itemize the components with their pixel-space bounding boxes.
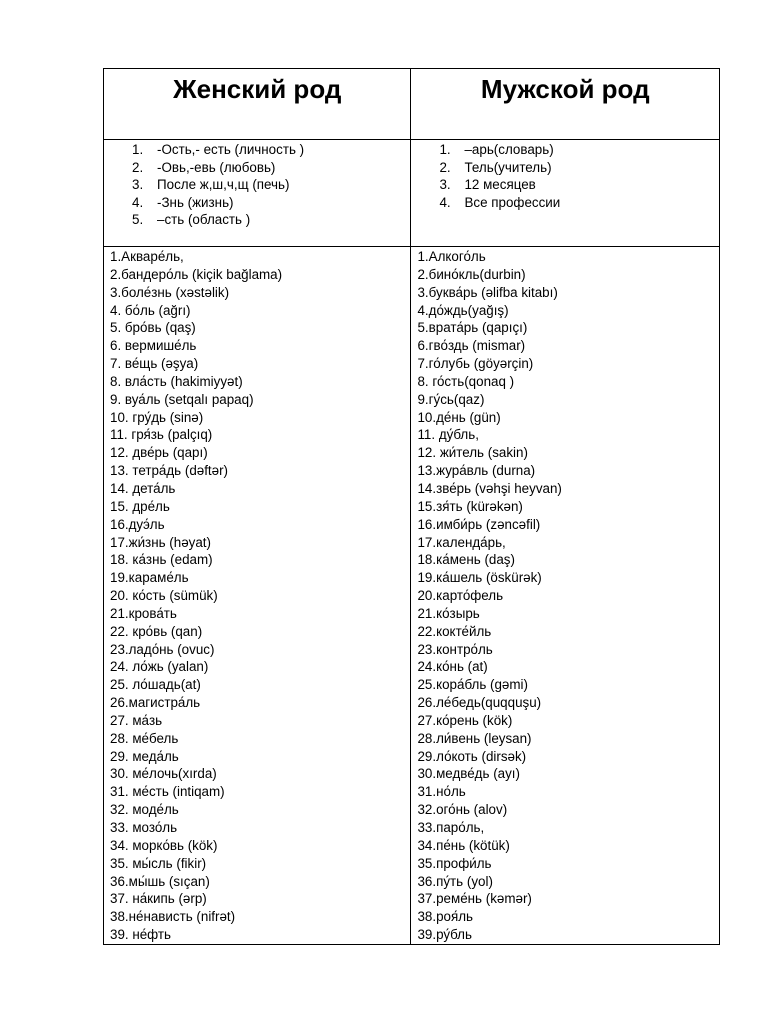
word-item: 4.до́ждь(yağış): [417, 302, 509, 318]
rule-number: 2.: [439, 159, 451, 175]
feminine-rules-cell: [104, 140, 411, 247]
word-item: 17.календа́рь,: [417, 534, 506, 550]
rule-item: [411, 141, 719, 159]
word-item: 37.реме́нь (kəmər): [417, 891, 532, 907]
word-item: 7. ве́щь (əşya): [110, 356, 199, 372]
rule-item: [104, 141, 410, 159]
word-item: 25. ло́шадь(at): [110, 677, 201, 693]
word-item: 11. гря́зь (palçıq): [110, 427, 213, 443]
word-item: 1.Акваре́ль,: [110, 249, 184, 264]
rule-number: 3.: [439, 177, 451, 193]
word-item: 15. дре́ль: [110, 498, 170, 514]
rule-item: [411, 159, 719, 177]
word-item: 34. морко́вь (kök): [110, 837, 218, 853]
word-item: 2.бино́кль(durbin): [417, 266, 526, 282]
rules-row: [104, 140, 720, 247]
gender-table: [103, 68, 720, 945]
word-item: 10. гру́дь (sinə): [110, 409, 204, 425]
word-item: 29. меда́ль: [110, 748, 179, 764]
word-item: 21.крова́ть: [110, 605, 177, 621]
word-item: 31. ме́сть (intiqam): [110, 784, 225, 800]
header-row: [104, 69, 720, 140]
word-item: 32. моде́ль: [110, 802, 179, 818]
rule-text: После ж,ш,ч,щ (печь): [157, 177, 290, 193]
word-item: 34.пе́нь (kötük): [417, 837, 510, 853]
word-item: 28.ли́вень (leysan): [417, 730, 532, 746]
word-item: 9. вуа́ль (setqalı papaq): [110, 391, 254, 407]
word-item: 14. дета́ль: [110, 480, 176, 496]
masculine-rules-list: [411, 140, 719, 211]
word-item: 8. вла́сть (hakimiyyət): [110, 373, 243, 389]
word-item: 35.профи́ль: [417, 855, 492, 871]
word-item: 24. ло́жь (yalan): [110, 659, 209, 675]
word-item: 39. не́фть: [110, 927, 172, 943]
word-item: 32.ого́нь (alov): [417, 802, 508, 818]
masculine-words-cell: [411, 247, 720, 945]
rule-item: [411, 194, 719, 212]
word-item: 21.ко́зырь: [417, 605, 480, 621]
word-item: 22. кро́вь (qan): [110, 623, 203, 639]
word-item: 36.пу́ть (yol): [417, 873, 493, 889]
word-item: 38.не́нависть (nifrət): [110, 909, 236, 925]
word-item: 5.врата́рь (qapıçı): [417, 320, 528, 336]
word-item: 35. мы́сль (fikir): [110, 855, 207, 871]
rule-text: –сть (область ): [157, 212, 251, 228]
rule-item: [104, 194, 410, 212]
word-item: 7.го́лубь (göyərçin): [417, 356, 534, 372]
rule-item: [104, 176, 410, 194]
feminine-rules-list: [104, 140, 410, 229]
rule-text: 12 месяцев: [464, 177, 536, 193]
rule-item: [411, 176, 719, 194]
word-item: 27.ко́рень (kök): [417, 712, 513, 728]
word-item: 6.гво́здь (mismar): [417, 338, 526, 354]
word-item: 4. бо́ль (ağrı): [110, 302, 191, 318]
word-item: 17.жи́знь (həyat): [110, 534, 211, 550]
rule-text: -Ость,- есть (личность ): [157, 142, 305, 157]
word-item: 33. мозо́ль: [110, 820, 178, 835]
feminine-header: Женский род: [104, 69, 411, 140]
word-item: 9.гу́сь(qaz): [417, 391, 485, 407]
rule-text: Тель(учитель): [464, 159, 552, 175]
masculine-word-list: [411, 247, 719, 944]
word-item: 18. ка́знь (edam): [110, 552, 213, 568]
word-item: 28. ме́бель: [110, 730, 179, 746]
word-item: 19.ка́шель (öskürək): [417, 570, 542, 586]
rule-number: 2.: [132, 159, 144, 175]
word-item: 33.паро́ль,: [417, 820, 485, 835]
word-item: 2.бандеро́ль (kiçik bağlama): [110, 266, 283, 282]
word-item: 20. ко́сть (sümük): [110, 588, 218, 604]
word-item: 6. вермише́ль: [110, 338, 197, 354]
rule-text: -Овь,-евь (любовь): [157, 159, 276, 175]
word-item: 5. бро́вь (qaş): [110, 320, 196, 336]
word-item: 14.зве́рь (vəhşi heyvan): [417, 480, 562, 496]
rule-text: –арь(словарь): [464, 142, 554, 157]
word-item: 1.Алкого́ль: [417, 249, 486, 264]
word-item: 19.караме́ль: [110, 570, 189, 586]
feminine-words-cell: [104, 247, 411, 945]
rule-number: 3.: [132, 177, 144, 193]
word-item: 12. жи́тель (sakin): [417, 445, 528, 461]
word-item: 30. ме́лочь(xırda): [110, 766, 217, 782]
word-item: 22.кокте́йль: [417, 623, 492, 639]
rule-number: 1.: [439, 142, 451, 157]
word-item: 18.ка́мень (daş): [417, 552, 515, 568]
document-page: [103, 68, 720, 945]
word-item: 15.зя́ть (kürəkən): [417, 498, 523, 514]
masculine-header: Мужской род: [411, 69, 720, 140]
word-item: 27. ма́зь: [110, 712, 163, 728]
word-item: 23.ладо́нь (ovuc): [110, 641, 215, 657]
word-item: 10.де́нь (gün): [417, 409, 501, 425]
word-item: 20.карто́фель: [417, 588, 504, 604]
rule-number: 4.: [439, 194, 451, 210]
word-item: 38.роя́ль: [417, 909, 474, 925]
rule-number: 4.: [132, 194, 144, 210]
words-row: [104, 247, 720, 945]
masculine-rules-cell: [411, 140, 720, 247]
word-item: 13. тетра́дь (dəftər): [110, 463, 229, 479]
word-item: 3.буква́рь (əlifba kitabı): [417, 284, 558, 300]
word-item: 30.медве́дь (ayı): [417, 766, 520, 782]
word-item: 26.магистра́ль: [110, 695, 201, 711]
rule-number: 1.: [132, 142, 144, 157]
word-item: 8. го́сть(qonaq ): [417, 373, 515, 389]
word-item: 16.дуэ́ль: [110, 516, 165, 532]
rule-item: [104, 159, 410, 177]
word-item: 29.ло́коть (dirsək): [417, 748, 527, 764]
word-item: 36.мы́шь (sıçan): [110, 873, 210, 889]
word-item: 31.но́ль: [417, 784, 466, 800]
feminine-word-list: [104, 247, 410, 944]
word-item: 11. ду́бль,: [417, 427, 479, 443]
word-item: 26.ле́бедь(quqquşu): [417, 695, 542, 711]
rule-text: Все профессии: [464, 194, 561, 210]
word-item: 25.кора́бль (gəmi): [417, 677, 528, 693]
word-item: 37. на́кипь (ərp): [110, 891, 207, 907]
rule-item: [104, 211, 410, 229]
word-item: 16.имби́рь (zəncəfil): [417, 516, 541, 532]
word-item: 12. две́рь (qapı): [110, 445, 208, 461]
rule-text: -Знь (жизнь): [157, 194, 234, 210]
word-item: 13.жура́вль (durna): [417, 463, 536, 479]
word-item: 39.ру́бль: [417, 927, 472, 943]
rule-number: 5.: [132, 212, 144, 228]
word-item: 23.контро́ль: [417, 641, 493, 657]
word-item: 24.ко́нь (at): [417, 659, 488, 675]
word-item: 3.боле́знь (xəstəlik): [110, 284, 230, 300]
